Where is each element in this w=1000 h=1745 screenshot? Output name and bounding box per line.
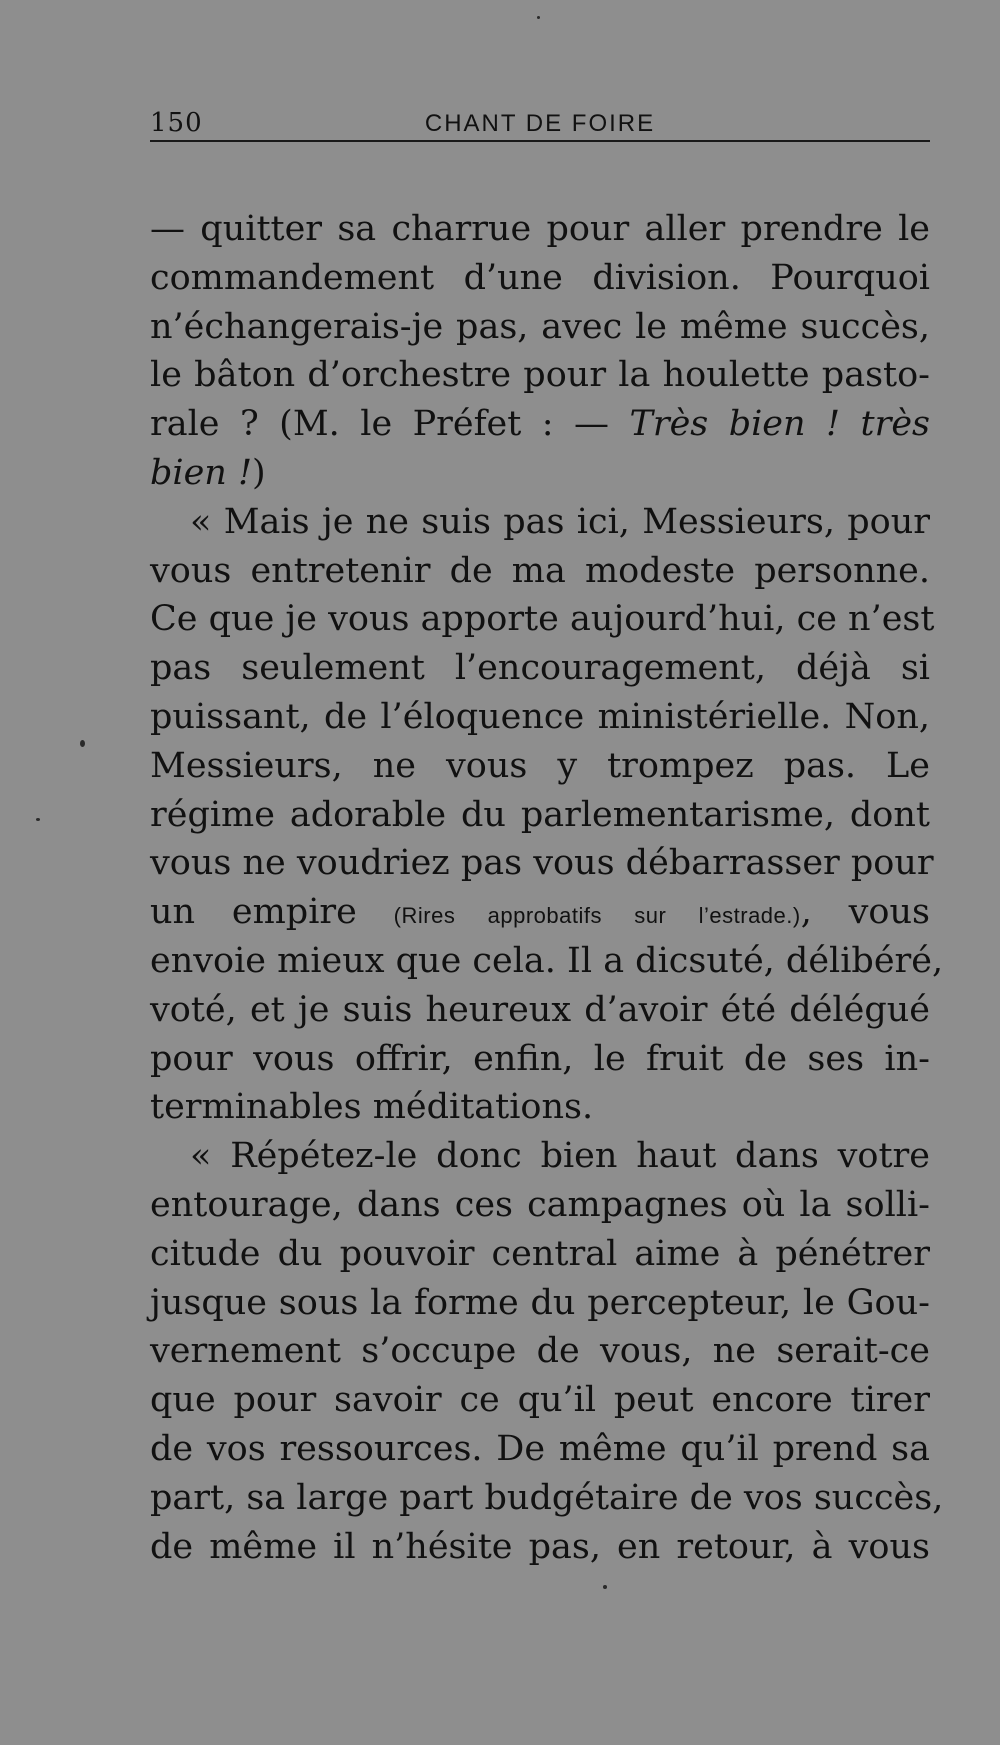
text-span: un empire	[150, 892, 394, 933]
text-line: que pour savoir ce qu’il peut encore tirer	[150, 1380, 930, 1421]
paragraph-start-line: « Mais je ne suis pas ici, Messieurs, pour	[190, 501, 930, 542]
text-line: terminables méditations.	[150, 1087, 594, 1128]
page-number: 150	[150, 108, 203, 138]
text-line: citude du pouvoir central aime à pénétrer	[150, 1233, 930, 1274]
text-line: pour vous offrir, enfin, le fruit de ses in-	[150, 1038, 930, 1079]
text-line: jusque sous la forme du percepteur, le Gou-	[150, 1282, 930, 1323]
running-header	[150, 104, 930, 142]
text-line: Ce que je vous apporte aujourd’hui, ce n’est	[150, 599, 935, 640]
text-line: vernement s’occupe de vous, ne serait-ce	[150, 1331, 930, 1372]
text-line: vous ne voudriez pas vous débarrasser pour	[150, 843, 934, 884]
italic-span: bien !	[150, 452, 253, 493]
text-line: de vos ressources. De même qu’il prend sa	[150, 1428, 930, 1469]
text-span: )	[252, 452, 266, 493]
text-line	[150, 400, 930, 449]
text-line: envoie mieux que cela. Il a dicsuté, délibéré,	[150, 940, 944, 981]
paragraph-start-line: « Répétez-le donc bien haut dans votre	[190, 1136, 930, 1177]
body-text	[150, 205, 944, 1571]
text-line: puissant, de l’éloquence ministérielle. Non,	[150, 696, 930, 737]
text-line: commandement d’une division. Pourquoi	[150, 257, 930, 298]
text-span: , vous	[800, 892, 930, 933]
stage-direction: (Rires approbatifs sur l’estrade.)	[393, 903, 801, 929]
text-line: de même il n’hésite pas, en retour, à vous	[150, 1526, 930, 1567]
text-line: n’échangerais-je pas, avec le même succès,	[150, 306, 930, 347]
text-line: vous entretenir de ma modeste personne.	[150, 550, 930, 591]
text-line: entourage, dans ces campagnes où la solli-	[150, 1184, 930, 1225]
text-line: le bâton d’orchestre pour la houlette pasto-	[150, 355, 930, 396]
text-line: pas seulement l’encouragement, déjà si	[150, 648, 930, 689]
scan-speck	[603, 1585, 607, 1589]
italic-span: Très bien ! très	[629, 404, 930, 445]
text-line: voté, et je suis heureux d’avoir été délégué	[150, 989, 930, 1030]
scan-speck	[36, 818, 40, 821]
scan-speck	[80, 740, 85, 747]
text-line	[150, 449, 930, 498]
text-span: rale ? (M. le Préfet : —	[150, 404, 630, 445]
text-line: — quitter sa charrue pour aller prendre le	[150, 209, 930, 249]
text-line: régime adorable du parlementarisme, dont	[150, 794, 930, 835]
text-line: Messieurs, ne vous y trompez pas. Le	[150, 745, 930, 786]
scan-speck	[537, 16, 540, 19]
running-title: CHANT DE FOIRE	[424, 110, 656, 137]
text-line: part, sa large part budgétaire de vos succès,	[150, 1477, 944, 1518]
text-line	[150, 888, 930, 937]
